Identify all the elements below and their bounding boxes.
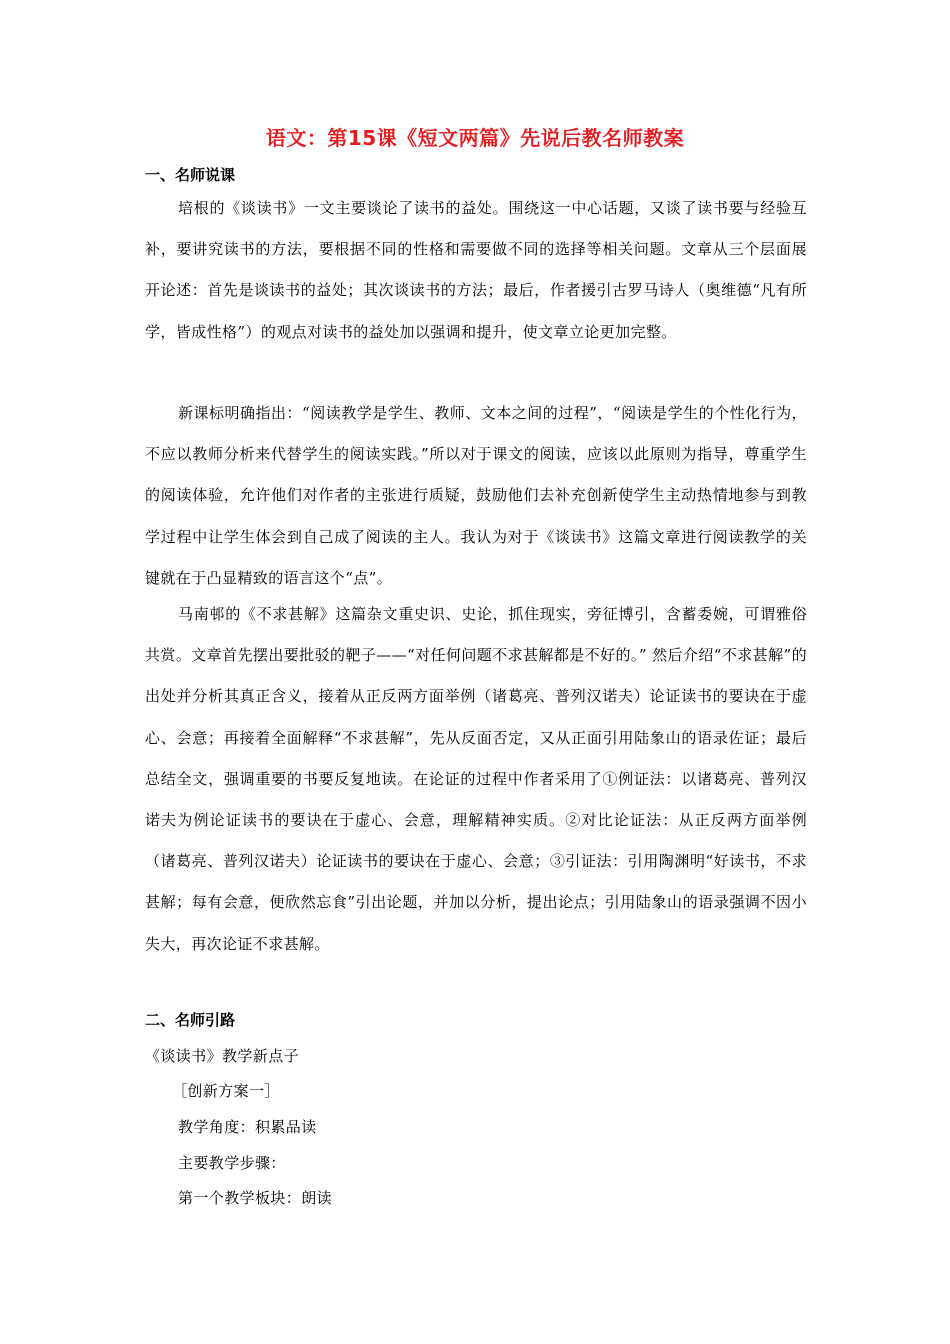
subsection-title: 《谈读书》教学新点子: [145, 1047, 300, 1065]
paragraph-curriculum-standard: 新课标明确指出：“阅读教学是学生、教师、文本之间的过程”，“阅读是学生的个性化行为，不应以教师分析来代替学生的阅读实践。”所以对于课文的阅读，应该以此原则为指导，尊重学生的阅读体验，允许他们对作者的主张进行质疑，鼓励他们去补充创新使学生主动热情地参与到教学过程中让学生体会到自己成了阅读的主人。我认为对于《谈读书》这篇文章进行阅读教学的关键就在于凸显精致的语言这个“点”。: [145, 404, 807, 587]
paragraph-tan-du-shu: 培根的《谈读书》一文主要谈论了读书的益处。围绕这一中心话题，又谈了读书要与经验互补，要讲究读书的方法，要根据不同的性格和需要做不同的选择等相关问题。文章从三个层面展开论述：首先是谈读书的益处；其次谈读书的方法；最后，作者援引古罗马诗人（奥维德“凡有所学，皆成性格”）的观点对读书的益处加以强调和提升，使文章立论更加完整。: [145, 199, 807, 341]
teaching-steps-line: 主要教学步骤：: [178, 1154, 286, 1172]
document-title: 语文：第15课《短文两篇》先说后教名师教案: [265, 126, 685, 150]
teaching-angle-line: 教学角度：积累品读: [178, 1118, 317, 1136]
paragraph-bu-qiu-shen-jie: 马南邨的《不求甚解》这篇杂文重史识、史论，抓住现实，旁征博引，含蓄委婉，可谓雅俗共赏。文章首先摆出要批驳的靶子——“对任何问题不求甚解都是不好的。” 然后介绍“不求甚解”的出处并分析其真正含义，接着从正反两方面举例（诸葛亮、普列汉诺夫）论证读书的要诀在于虚心、会意；再接着全面解释“不求甚解”，先从反面否定，又从正面引用陆象山的语录佐证；最后总结全文，强调重要的书要反复地读。在论证的过程中作者采用了①例证法：以诸葛亮、普列汉诺夫为例论证读书的要诀在于虚心、会意，理解精神实质。②对比论证法：从正反两方面举例（诸葛亮、普列汉诺夫）论证读书的要诀在于虚心、会意；③引证法：引用陶渊明“好读书，不求甚解；每有会意，便欣然忘食”引出论题，并加以分析，提出论点；引用陆象山的语录强调不因小失大，再次论证不求甚解。: [145, 605, 807, 953]
section-heading-lecture: 一、名师说课: [145, 166, 236, 184]
plan-label: ［创新方案一］: [172, 1082, 280, 1100]
first-block-line: 第一个教学板块：朗读: [178, 1189, 333, 1207]
section-heading-guidance: 二、名师引路: [145, 1011, 236, 1029]
